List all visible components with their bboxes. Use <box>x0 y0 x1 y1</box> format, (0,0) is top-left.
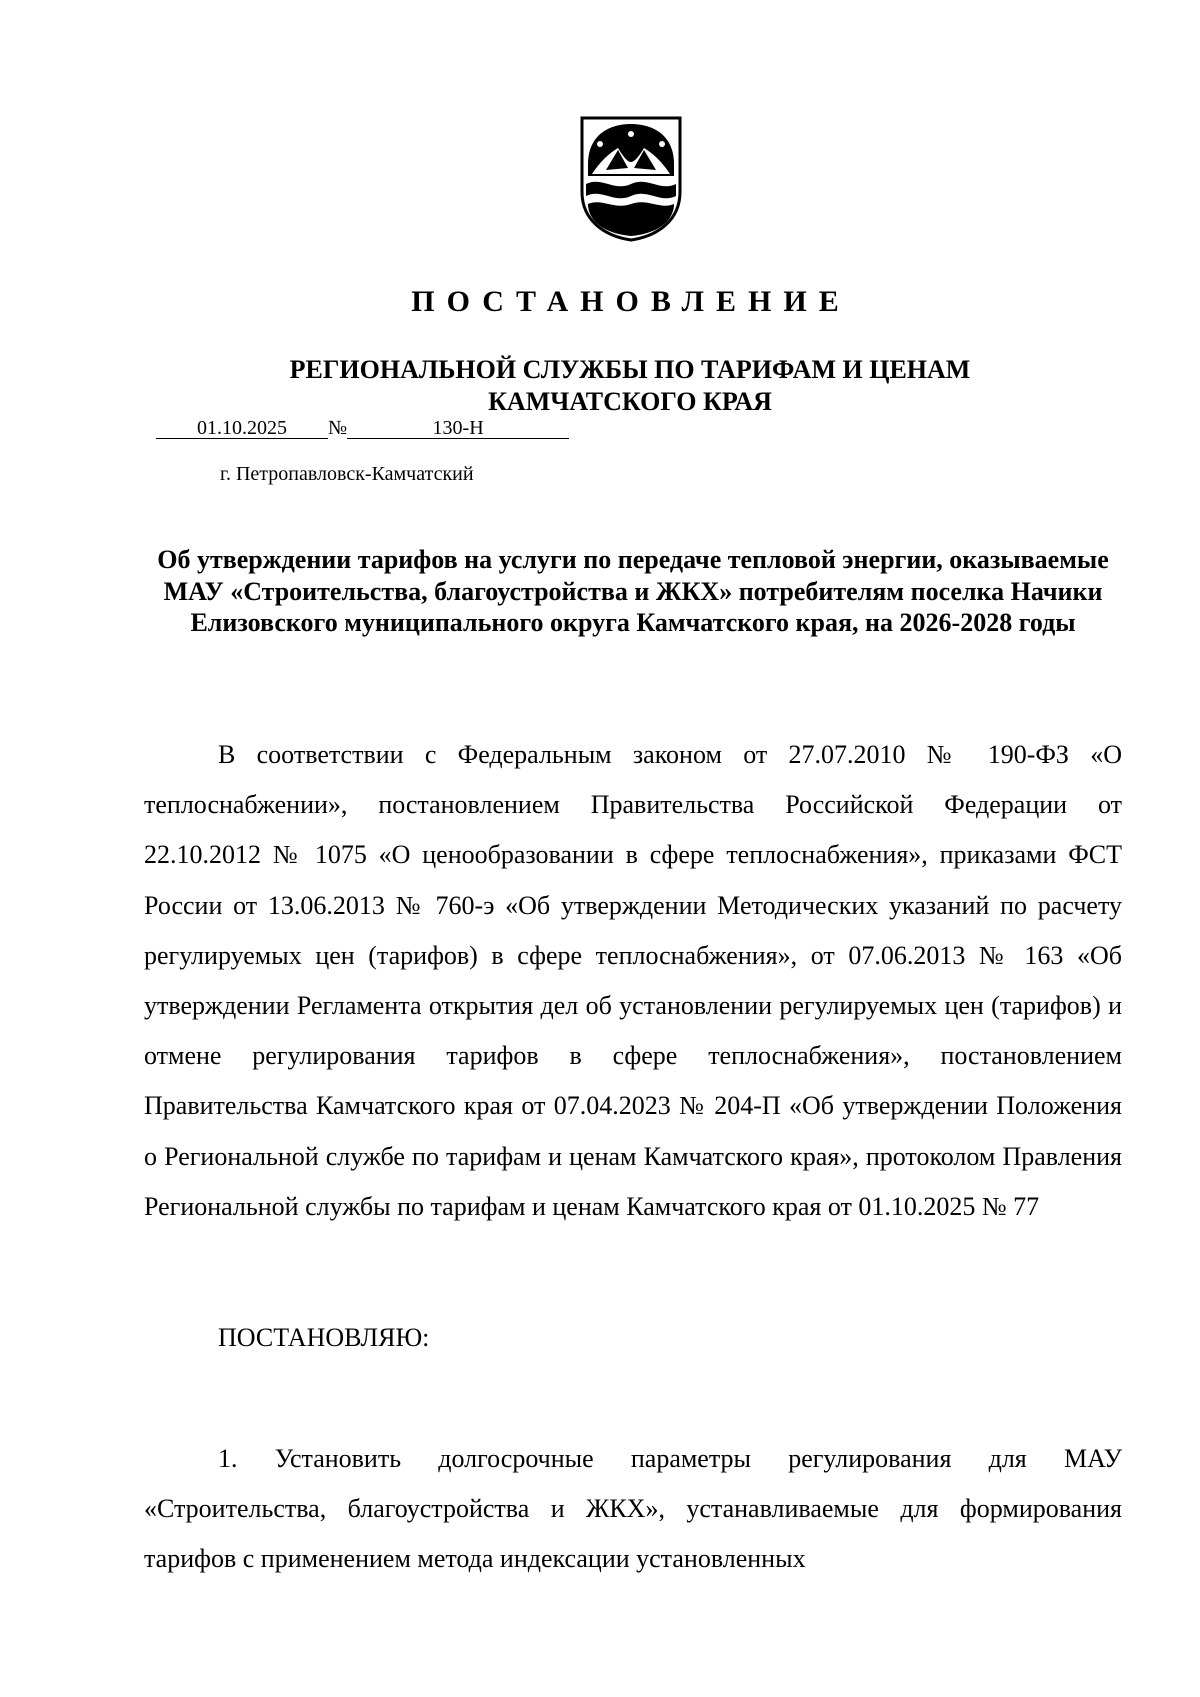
registration-line <box>156 416 569 442</box>
issue-city: г. Петропавловск-Камчатский <box>220 463 474 485</box>
kamchatka-coat-of-arms-icon <box>578 114 684 242</box>
document-number: 130-Н <box>347 416 569 439</box>
preamble-paragraph: В соответствии с Федеральным законом от 27.07.2010 № 190-ФЗ «О теплоснабжении», постановлением Правительства Российской Федерации от 22.10.2012 № 1075 «О ценообразовании в сфере теплоснабжения», приказами ФСТ России от 13.06.2013 № 760-э «Об утверждении Методических указаний по расчету регулируемых цен (тарифов) в сфере теплоснабжения», от 07.06.2013 № 163 «Об утверждении Регламента открытия дел об установлении регулируемых цен (тарифов) и отмене регулирования тарифов в сфере теплоснабжения», постановлением Правительства Камчатского края от 07.04.2023 № 204-П «Об утверждении Положения о Региональной службе по тарифам и ценам Камчатского края», протоколом Правления Региональной службы по тарифам и ценам Камчатского края от 01.10.2025 № 77 <box>144 740 1122 1221</box>
number-label: № <box>328 417 348 439</box>
issuing-authority: РЕГИОНАЛЬНОЙ СЛУЖБЫ ПО ТАРИФАМ И ЦЕНАМ КАМЧАТСКОГО КРАЯ <box>289 355 971 416</box>
document-type-title: ПОСТАНОВЛЕНИЕ <box>411 285 851 318</box>
resolve-heading: ПОСТАНОВЛЯЮ: <box>218 1323 430 1352</box>
clause-1-paragraph: 1. Установить долгосрочные параметры регулирования для МАУ «Строительства, благоустройства и ЖКХ», устанавливаемые для формирования тарифов с применением метода индексации установленных <box>144 1444 1122 1574</box>
document-subject: Об утверждении тарифов на услуги по передаче тепловой энергии, оказываемые МАУ «Строительства, благоустройства и ЖКХ» потребителям поселка Начики Елизовского муниципального округа Камчатского края, на 2026-2028 годы <box>157 545 1109 637</box>
document-date: 01.10.2025 <box>156 416 328 439</box>
